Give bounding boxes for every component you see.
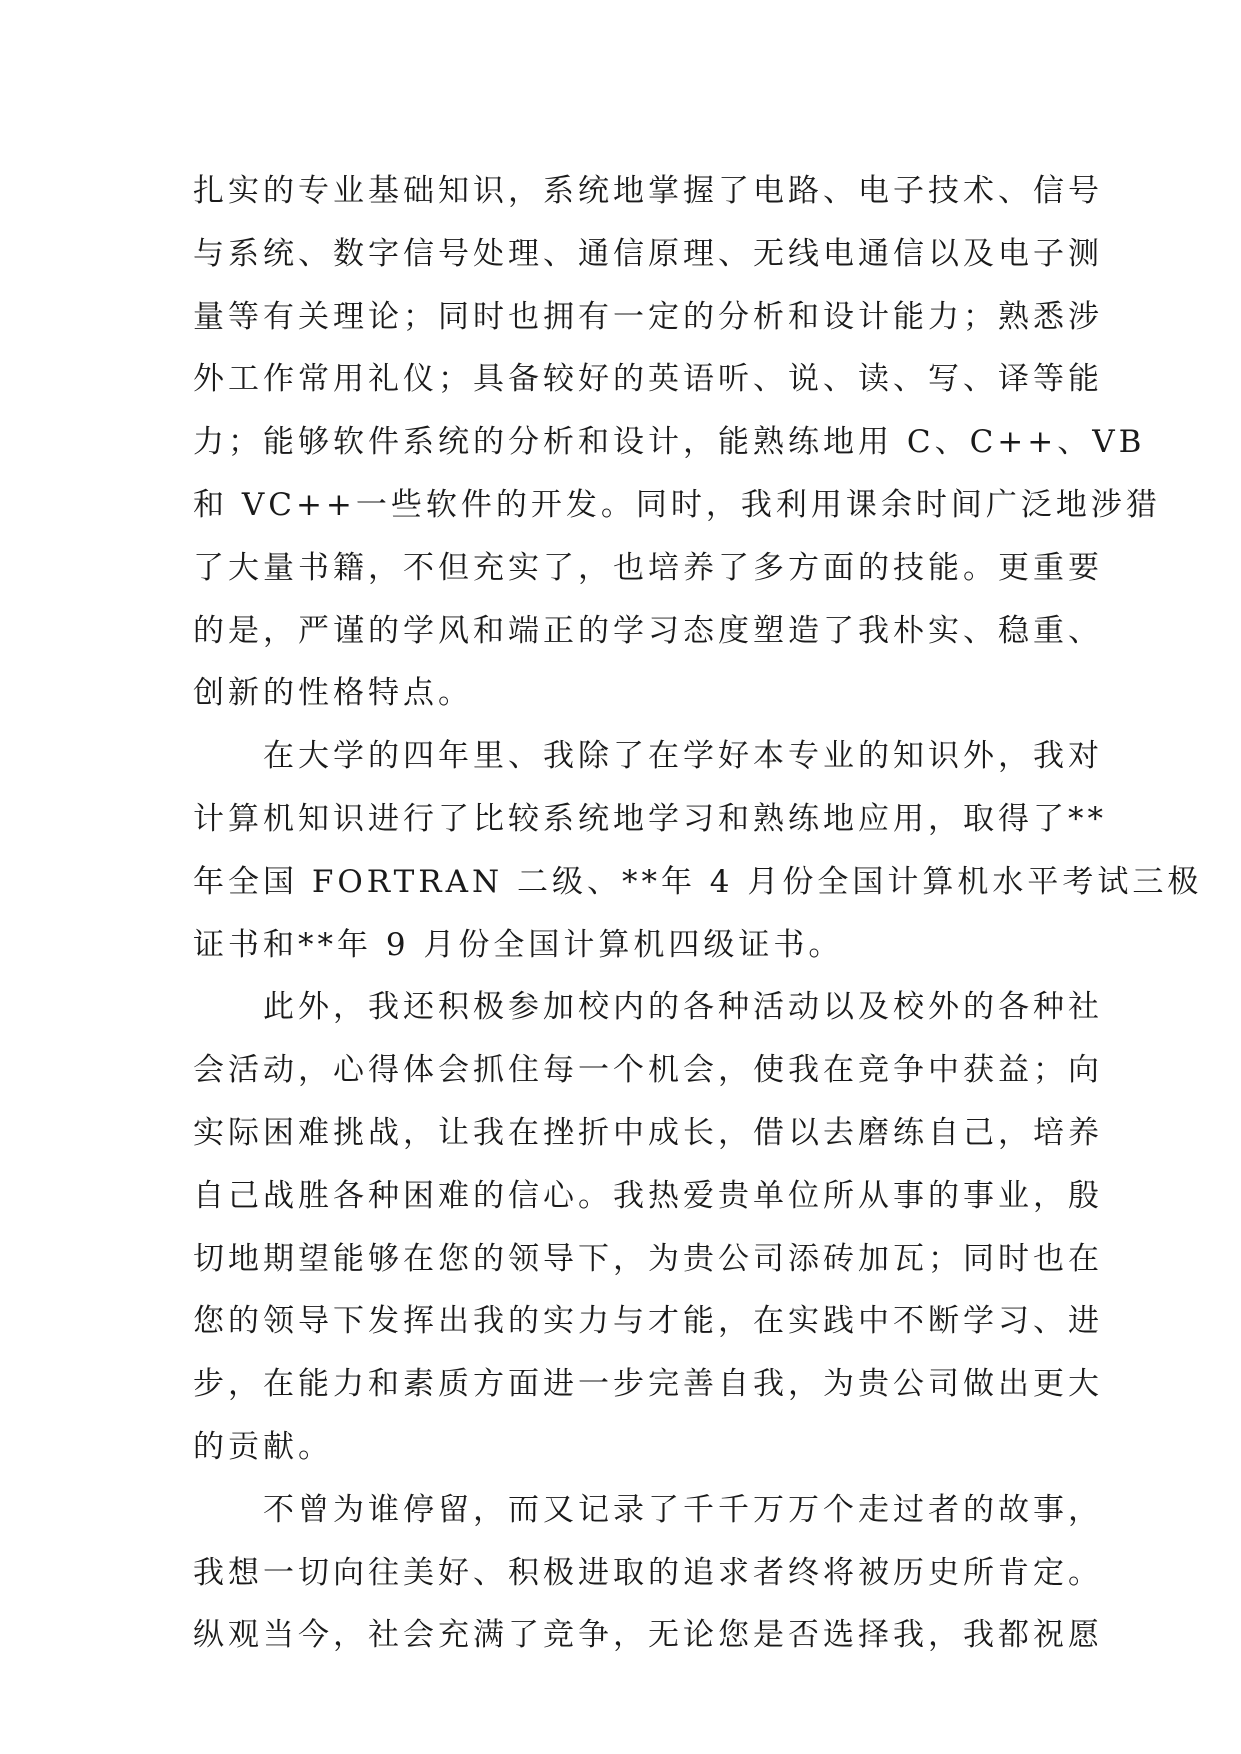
paragraph-first-line: 不曾为谁停留，而又记录了千千万万个走过者的故事，: [263, 1491, 1103, 1528]
text-line: 年全国 FORTRAN 二级、**年 4 月份全国计算机水平考试三极: [193, 863, 1203, 900]
text-line: 外工作常用礼仪；具备较好的英语听、说、读、写、译等能: [193, 361, 1103, 398]
text-line: 您的领导下发挥出我的实力与才能，在实践中不断学习、进: [193, 1303, 1103, 1340]
text-line: 证书和**年 9 月份全国计算机四级证书。: [193, 926, 844, 963]
text-line: 计算机知识进行了比较系统地学习和熟练地应用，取得了**: [193, 800, 1107, 837]
text-line: 与系统、数字信号处理、通信原理、无线电通信以及电子测: [193, 235, 1103, 272]
text-line: 和 VC++一些软件的开发。同时，我利用课余时间广泛地涉猎: [193, 486, 1161, 523]
text-line: 力；能够软件系统的分析和设计，能熟练地用 C、C++、VB: [193, 424, 1146, 461]
text-line: 实际困难挑战，让我在挫折中成长，借以去磨练自己，培养: [193, 1114, 1103, 1151]
paragraph-first-line: 此外，我还积极参加校内的各种活动以及校外的各种社: [263, 989, 1103, 1026]
text-line: 的贡献。: [193, 1428, 333, 1465]
text-line: 量等有关理论；同时也拥有一定的分析和设计能力；熟悉涉: [193, 298, 1103, 335]
text-line: 了大量书籍，不但充实了，也培养了多方面的技能。更重要: [193, 549, 1103, 586]
text-line: 步，在能力和素质方面进一步完善自我，为贵公司做出更大: [193, 1366, 1103, 1403]
text-line: 切地期望能够在您的领导下，为贵公司添砖加瓦；同时也在: [193, 1240, 1103, 1277]
text-line: 自己战胜各种困难的信心。我热爱贵单位所从事的事业，殷: [193, 1177, 1103, 1214]
text-line: 会活动，心得体会抓住每一个机会，使我在竞争中获益；向: [193, 1052, 1103, 1089]
text-line: 创新的性格特点。: [193, 675, 473, 712]
text-line: 扎实的专业基础知识，系统地掌握了电路、电子技术、信号: [193, 173, 1103, 209]
paragraph-first-line: 在大学的四年里、我除了在学好本专业的知识外，我对: [263, 738, 1103, 775]
body-text: [193, 160, 1203, 1667]
text-line: 的是，严谨的学风和端正的学习态度塑造了我朴实、稳重、: [193, 612, 1103, 649]
text-line: 纵观当今，社会充满了竞争，无论您是否选择我，我都祝愿: [193, 1617, 1103, 1654]
text-line: 我想一切向往美好、积极进取的追求者终将被历史所肯定。: [193, 1554, 1103, 1591]
